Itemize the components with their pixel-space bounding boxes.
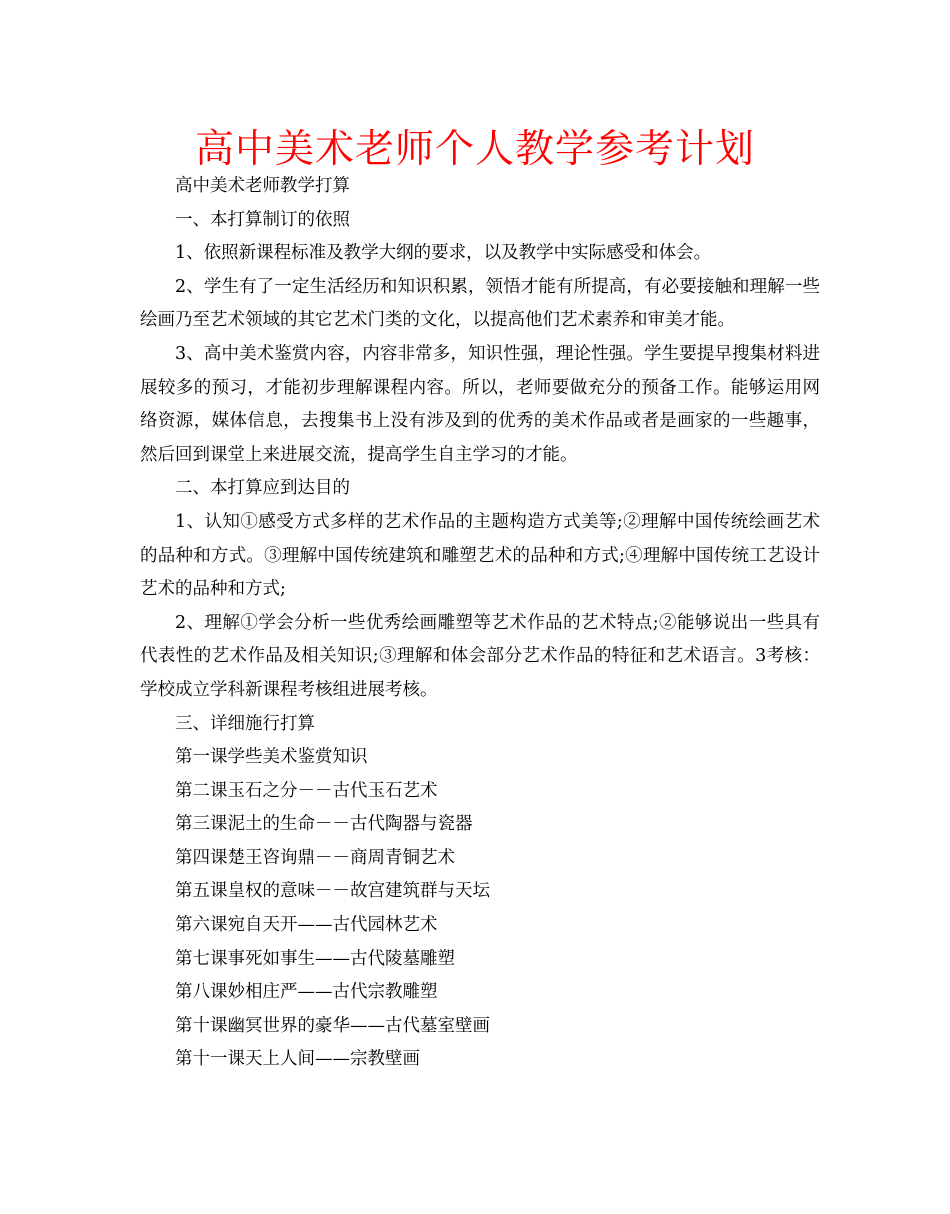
section-heading: 一、本打算制订的依照 (175, 209, 350, 230)
lesson-item: 第八课妙相庄严——古代宗教雕塑 (175, 982, 438, 1003)
lesson-item: 第五课皇权的意味－－故宫建筑群与天坛 (175, 881, 490, 902)
lesson-item: 第十一课天上人间——宗教壁画 (175, 1049, 420, 1070)
lesson-item: 第二课玉石之分－－古代玉石艺术 (175, 780, 438, 801)
paragraph: 2、学生有了一定生活经历和知识积累，领悟才能有所提高，有必要接触和理解一些绘画乃至艺术领域的其它艺术门类的文化，以提高他们艺术素养和审美才能。 (140, 276, 820, 331)
paragraph: 高中美术老师教学打算 (175, 176, 350, 196)
paragraph: 1、依照新课程标准及教学大纲的要求，以及教学中实际感受和体会。 (175, 243, 712, 264)
lesson-item: 第十课幽冥世界的豪华——古代墓室壁画 (175, 1015, 490, 1036)
paragraph: 1、认知①感受方式多样的艺术作品的主题构造方式美等;②理解中国传统绘画艺术的品种和方式。③理解中国传统建筑和雕塑艺术的品种和方式;④理解中国传统工艺设计艺术的品种和方式; (140, 511, 820, 600)
paragraph: 3、高中美术鉴赏内容，内容非常多，知识性强，理论性强。学生要提早搜集材料进展较多的预习，才能初步理解课程内容。所以，老师要做充分的预备工作。能够运用网络资源，媒体信息，去搜集书上没有涉及到的优秀的美术作品或者是画家的一些趣事，然后回到课堂上来进展交流，提高学生自主学习的才能。 (140, 343, 820, 465)
document-body (140, 170, 820, 1077)
document-title: 高中美术老师个人教学参考计划 (194, 127, 755, 172)
lesson-item: 第七课事死如事生——古代陵墓雕塑 (175, 948, 455, 969)
lesson-item: 第三课泥土的生命－－古代陶器与瓷器 (175, 814, 473, 835)
section-heading: 三、详细施行打算 (175, 713, 315, 734)
lesson-item: 第一课学些美术鉴赏知识 (175, 747, 368, 768)
lesson-item: 第四课楚王咨询鼎－－商周青铜艺术 (175, 847, 455, 868)
section-heading: 二、本打算应到达目的 (175, 478, 350, 499)
lesson-item: 第六课宛自天开——古代园林艺术 (175, 915, 438, 936)
paragraph: 2、理解①学会分析一些优秀绘画雕塑等艺术作品的艺术特点;②能够说出一些具有代表性的艺术作品及相关知识;③理解和体会部分艺术作品的特征和艺术语言。3考核：学校成立学科新课程考核组进展考核。 (140, 612, 820, 700)
